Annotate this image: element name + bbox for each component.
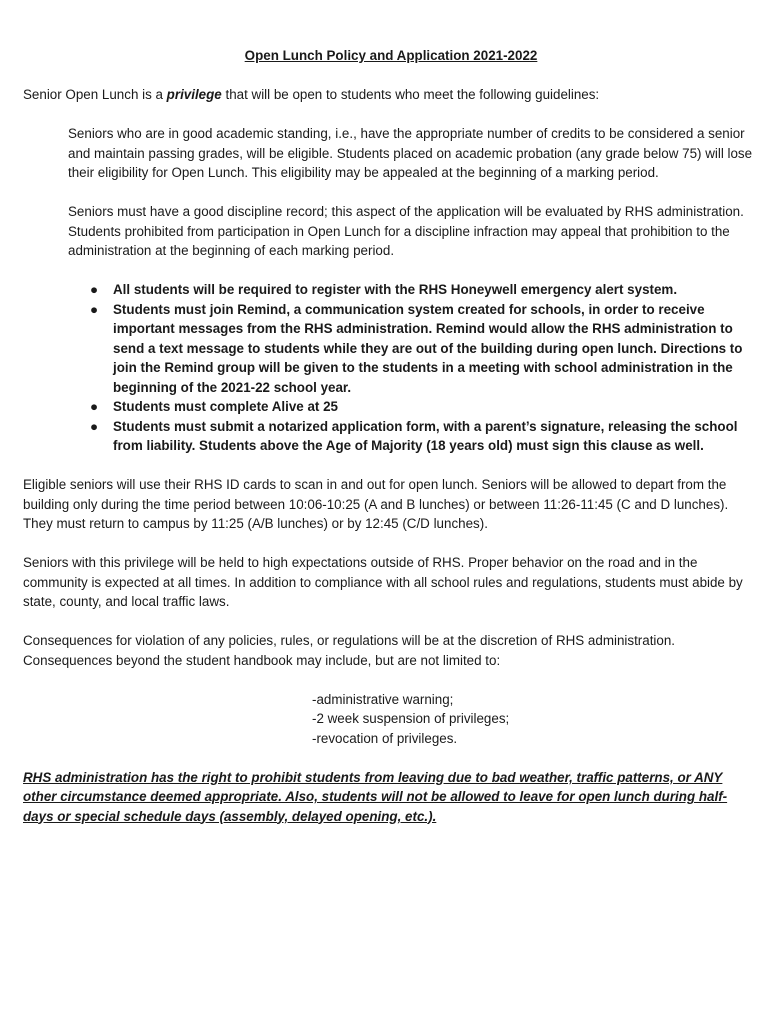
consequence-item: -administrative warning; <box>312 691 454 707</box>
requirement-item <box>90 397 753 417</box>
intro-text-after: that will be open to students who meet the following guidelines: <box>221 87 600 102</box>
requirement-item <box>90 280 753 300</box>
consequences-paragraph: Consequences for violation of any policies, rules, or regulations will be at the discretion of RHS administration. Consequences beyond the student handbook may include, but are not limited to: <box>23 633 676 668</box>
document-title: Open Lunch Policy and Application 2021-2022 <box>244 48 538 63</box>
requirement-text: All students will be required to register with the RHS Honeywell emergency alert system. <box>113 282 678 297</box>
requirement-item <box>90 300 753 398</box>
discipline-paragraph: Seniors must have a good discipline record; this aspect of the application will be evaluated by RHS administration. Students prohibited from participation in Open Lunch for a discipline infraction may appeal that prohibition to the administration at the beginning of each marking period. <box>68 204 744 258</box>
requirements-list <box>23 280 753 456</box>
conduct-paragraph: Seniors with this privilege will be held to high expectations outside of RHS. Proper behavior on the road and in the community is expected at all times. In addition to compliance with all school rules and regulations, students must abide by state, county, and local traffic laws. <box>23 555 743 609</box>
bullet-icon: ● <box>90 301 99 317</box>
bullet-icon: ● <box>90 418 99 434</box>
bullet-icon: ● <box>90 399 99 414</box>
requirement-text: Students must join Remind, a communication system created for schools, in order to receive important messages from the RHS administration. Remind would allow the RHS administration to send a text message to students while they are out of the building during open lunch. Directions to join the Remind group will be given to the students in a meeting with school administration in the beginning of the 2021-22 school year. <box>113 301 743 395</box>
final-note: RHS administration has the right to prohibit students from leaving due to bad weather, traffic patterns, or ANY other circumstance deemed appropriate. Also, students will not be allowed to leave for open lunch during half-days or special schedule days (assembly, delayed opening, etc.). <box>23 769 728 824</box>
schedule-paragraph: Eligible seniors will use their RHS ID cards to scan in and out for open lunch. Seniors will be allowed to depart from the building only during the time period between 10:06-10:25 (A and B lunches) or between 11:26-11:45 (C and D lunches). They must return to campus by 11:25 (A/B lunches) or by 12:45 (C/D lunches). <box>23 477 729 531</box>
requirement-text: Students must complete Alive at 25 <box>113 399 338 414</box>
requirement-item <box>90 417 753 456</box>
requirement-text: Students must submit a notarized application form, with a parent’s signature, releasing the school from liability. Students above the Age of Majority (18 years old) must sign this clause as well. <box>113 418 738 453</box>
consequences-list <box>23 690 753 749</box>
intro-emphasis: privilege <box>166 87 222 102</box>
intro-paragraph <box>23 85 753 105</box>
bullet-icon: ● <box>90 282 99 297</box>
consequence-item: -revocation of privileges. <box>312 730 458 746</box>
intro-text-before: Senior Open Lunch is a <box>23 87 167 102</box>
document-page <box>23 46 753 826</box>
eligibility-paragraph: Seniors who are in good academic standing, i.e., have the appropriate number of credits to be considered a senior and maintain passing grades, will be eligible. Students placed on academic probation (any grade below 75) will lose their eligibility for Open Lunch. This eligibility may be appealed at the beginning of a marking period. <box>68 126 753 180</box>
consequence-item: -2 week suspension of privileges; <box>312 711 510 726</box>
